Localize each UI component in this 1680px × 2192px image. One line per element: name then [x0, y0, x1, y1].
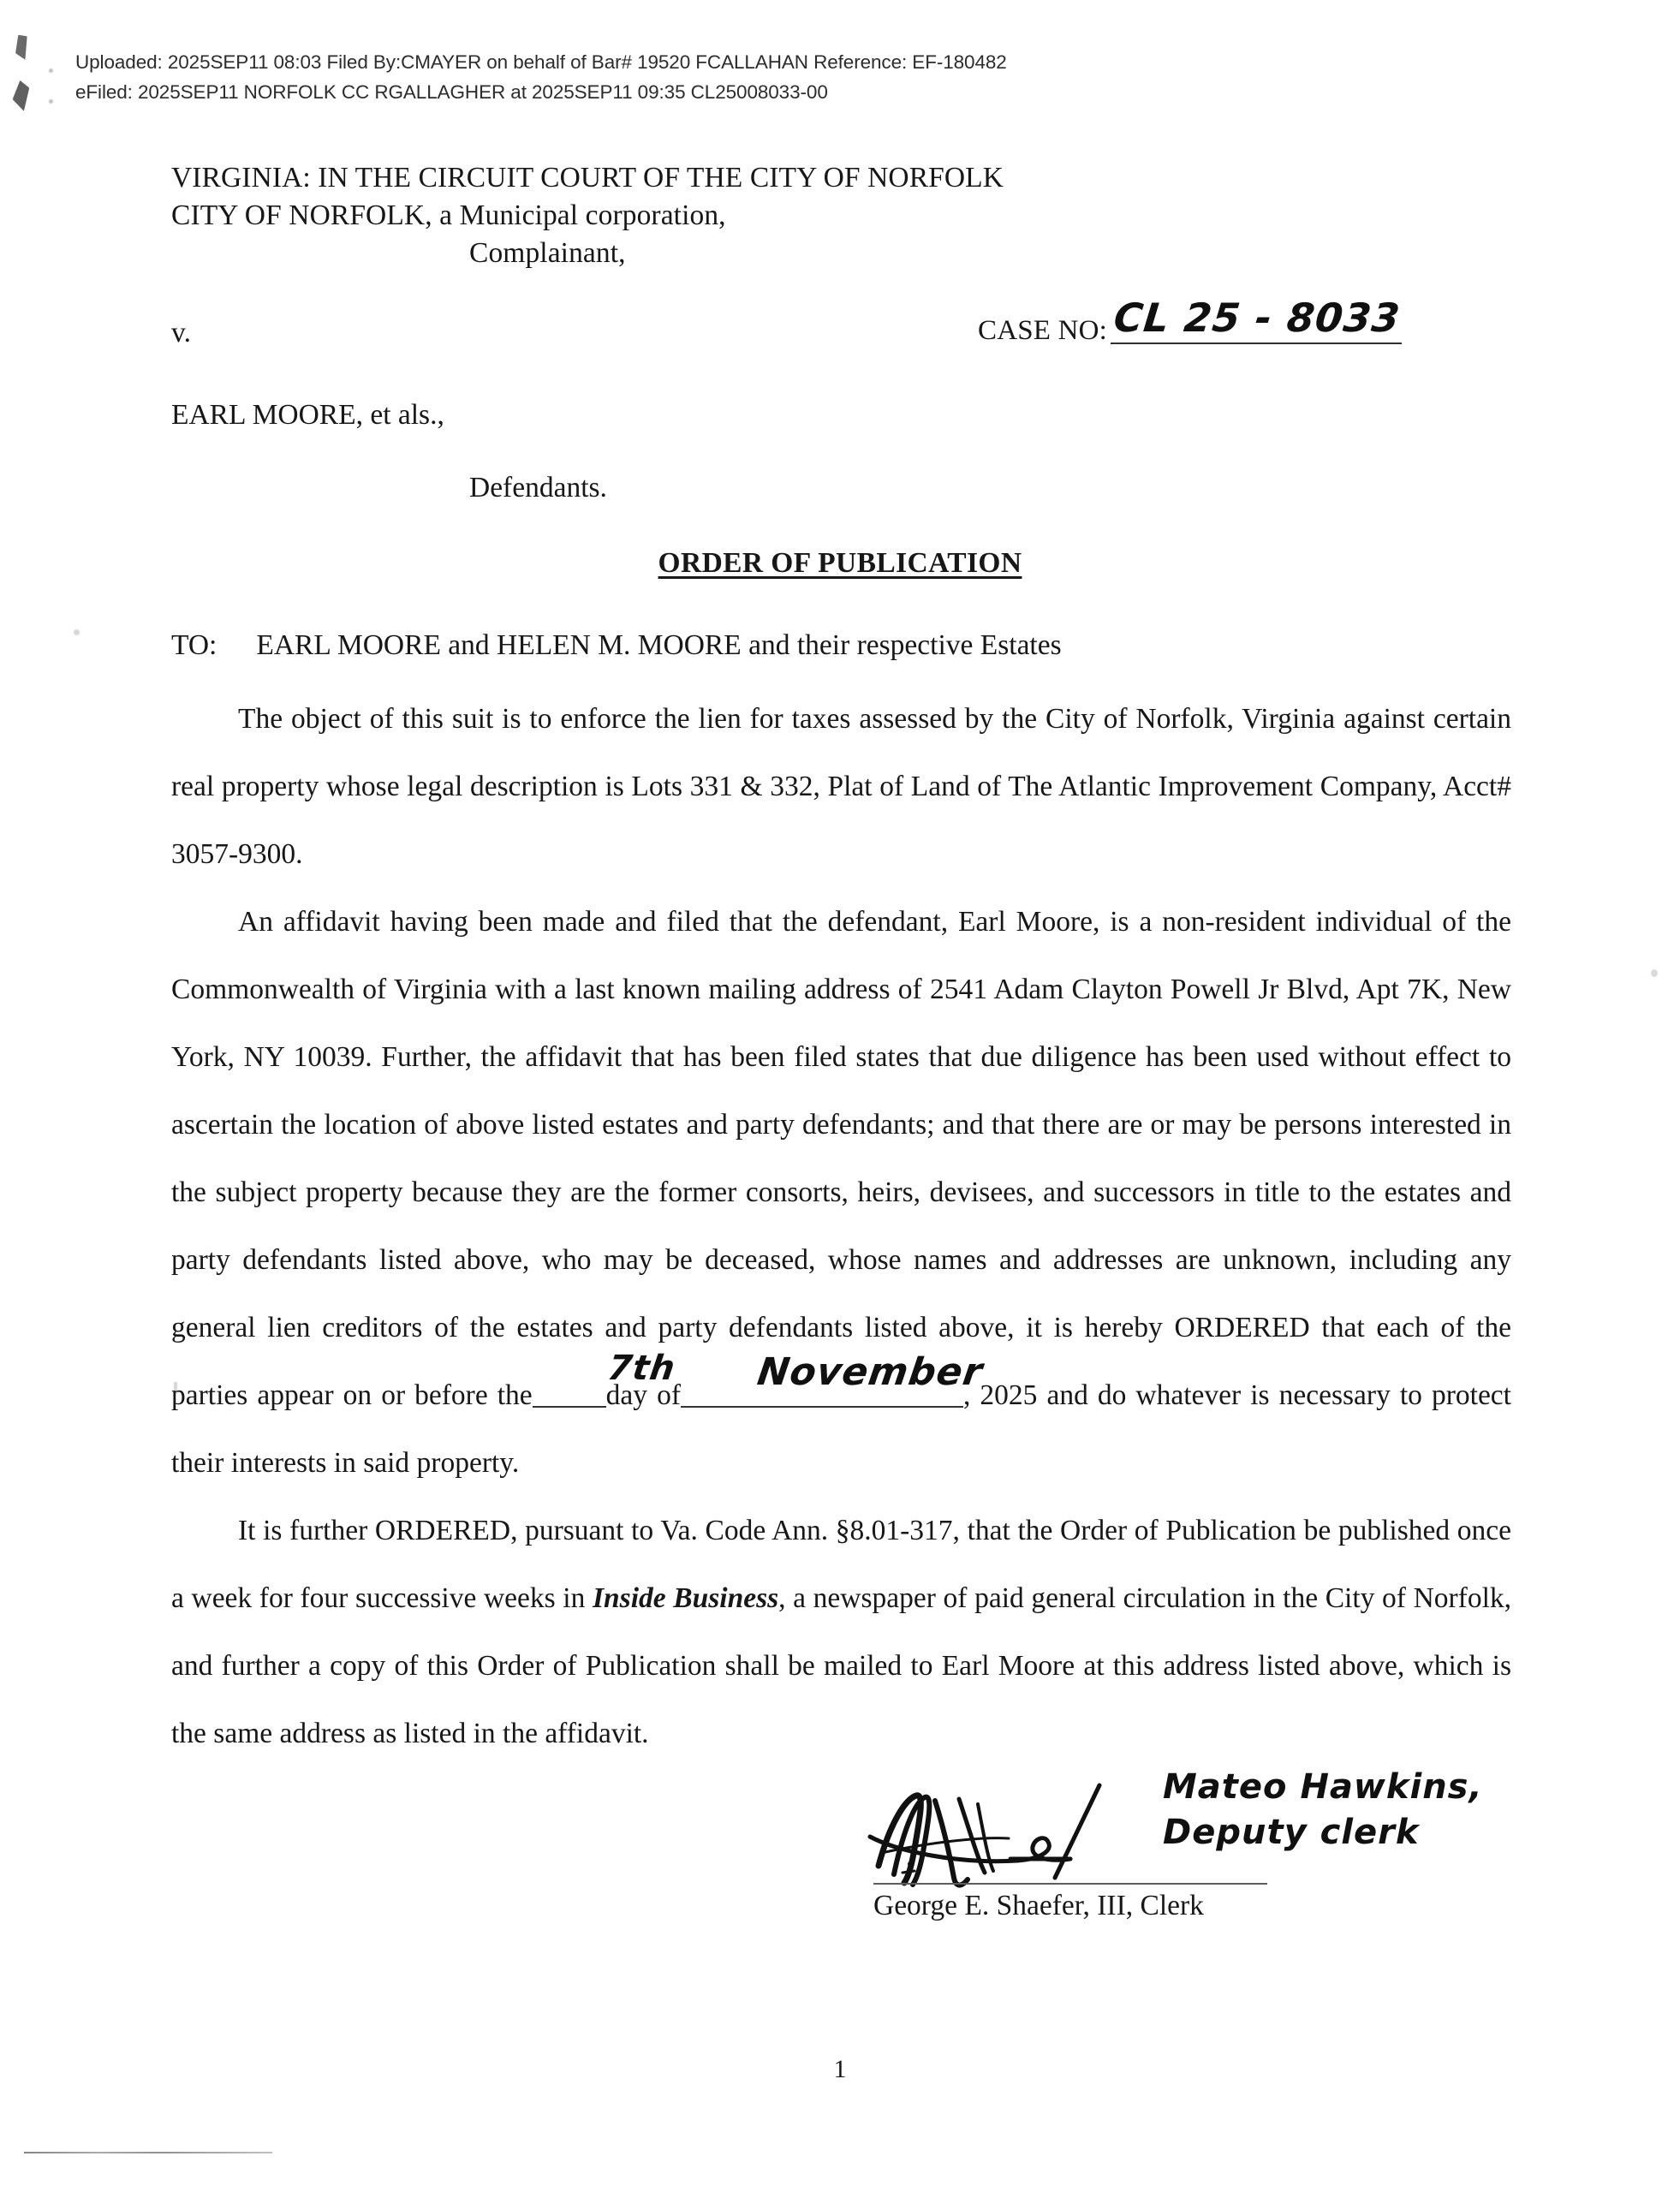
plaintiff-line: CITY OF NORFOLK, a Municipal corporation, — [171, 200, 726, 231]
scan-artifact-speck — [74, 629, 80, 635]
page-title-text: ORDER OF PUBLICATION — [658, 547, 1022, 579]
efiling-stamp-upload-line: Uploaded: 2025SEP11 08:03 Filed By:CMAYER on behalf of Bar# 19520 FCALLAHAN Reference: EF-180482 — [75, 51, 1007, 73]
day-of-label: day of — [605, 1379, 681, 1411]
scan-artifact-mark — [9, 32, 35, 62]
clerk-printed-name: George E. Shaefer, III, Clerk — [873, 1890, 1204, 1921]
addressee-line — [171, 629, 1062, 662]
paragraph-affidavit-tail: , 2025 and do whatever is necessary to protect their interests in said property. — [171, 1379, 1511, 1479]
defendant-line: EARL MOORE, et als., — [171, 399, 444, 431]
defendant-role: Defendants. — [469, 472, 607, 503]
deputy-clerk-handwritten-block — [1163, 1765, 1483, 1855]
efiling-stamp-efiled-line: eFiled: 2025SEP11 NORFOLK CC RGALLAGHER at 2025SEP11 09:35 CL25008033-00 — [75, 81, 828, 103]
appearance-month-handwritten: November — [754, 1350, 986, 1394]
deputy-clerk-handwritten-title: Deputy clerk — [1163, 1813, 1420, 1852]
plaintiff-role: Complainant, — [469, 237, 626, 269]
scan-artifact-speck — [49, 68, 53, 73]
publication-order-pre: It is further ORDERED, pursuant to Va. Code Ann. §8.01-317, that the Order of Publication be published once a week for four successive weeks in — [171, 1515, 1511, 1614]
page-title — [0, 547, 1680, 580]
newspaper-name: Inside Business — [593, 1582, 779, 1614]
case-caption — [171, 159, 1004, 272]
page-number: 1 — [833, 2055, 847, 2083]
scan-artifact-speck — [49, 99, 53, 104]
paragraph-affidavit-text: An affidavit having been made and filed that the defendant, Earl Moore, is a non-resident individual of the Commonwealth of Virginia with a last known mailing address of 2541 Adam Clayton Powell Jr Blvd, Apt 7K, New York, NY 10039. Further, the affidavit that has been filed states that due diligence has been used without effect to ascertain the location of above listed estates and party defendants; and that there are or may be persons interested in the subject property because they are the former consorts, heirs, devisees, and successors in title to the estates and party defendants listed above, who may be deceased, whose names and addresses are unknown, including any general lien creditors of the estates and party defendants listed above, it is hereby ORDERED that each of the parties appear on or before the — [171, 906, 1511, 1411]
order-body-text — [171, 685, 1511, 1767]
court-line: VIRGINIA: IN THE CIRCUIT COURT OF THE CITY OF NORFOLK — [171, 162, 1004, 194]
appearance-day-handwritten: 7th — [605, 1349, 678, 1388]
paragraph-object-of-suit: The object of this suit is to enforce the lien for taxes assessed by the City of Norfolk, Virginia against certain real property whose legal description is Lots 331 & 332, Plat of Land of The Atlantic Improvement Company, Acct# 3057-9300. — [171, 703, 1511, 870]
efiling-stamp — [75, 47, 1007, 107]
scan-artifact-mark — [9, 79, 33, 113]
case-number-handwritten-value: CL 25 - 8033 — [1111, 295, 1403, 341]
addressee-names: EARL MOORE and HELEN M. MOORE and their respective Estates — [256, 629, 1062, 661]
appearance-month-blank — [681, 1350, 986, 1408]
versus-label: v. — [171, 317, 191, 348]
scan-artifact-speck — [1651, 969, 1658, 977]
case-number-field — [978, 295, 1403, 347]
deputy-clerk-handwritten-name: Mateo Hawkins, — [1163, 1767, 1483, 1807]
signature-rule — [873, 1883, 1267, 1885]
scan-artifact-bottom-line — [24, 2152, 272, 2153]
paragraph-affidavit — [171, 888, 1511, 1497]
publication-order-post: , a newspaper of paid general circulation in the City of Norfolk, and further a copy of this Order of Publication shall be mailed to Earl Moore at this address listed above, which is the same address as listed in the affidavit. — [171, 1582, 1512, 1749]
paragraph-publication-order — [171, 1497, 1511, 1767]
case-number-blank — [1111, 295, 1403, 344]
addressee-label: TO: — [171, 629, 217, 661]
case-number-label: CASE NO: — [978, 315, 1108, 346]
